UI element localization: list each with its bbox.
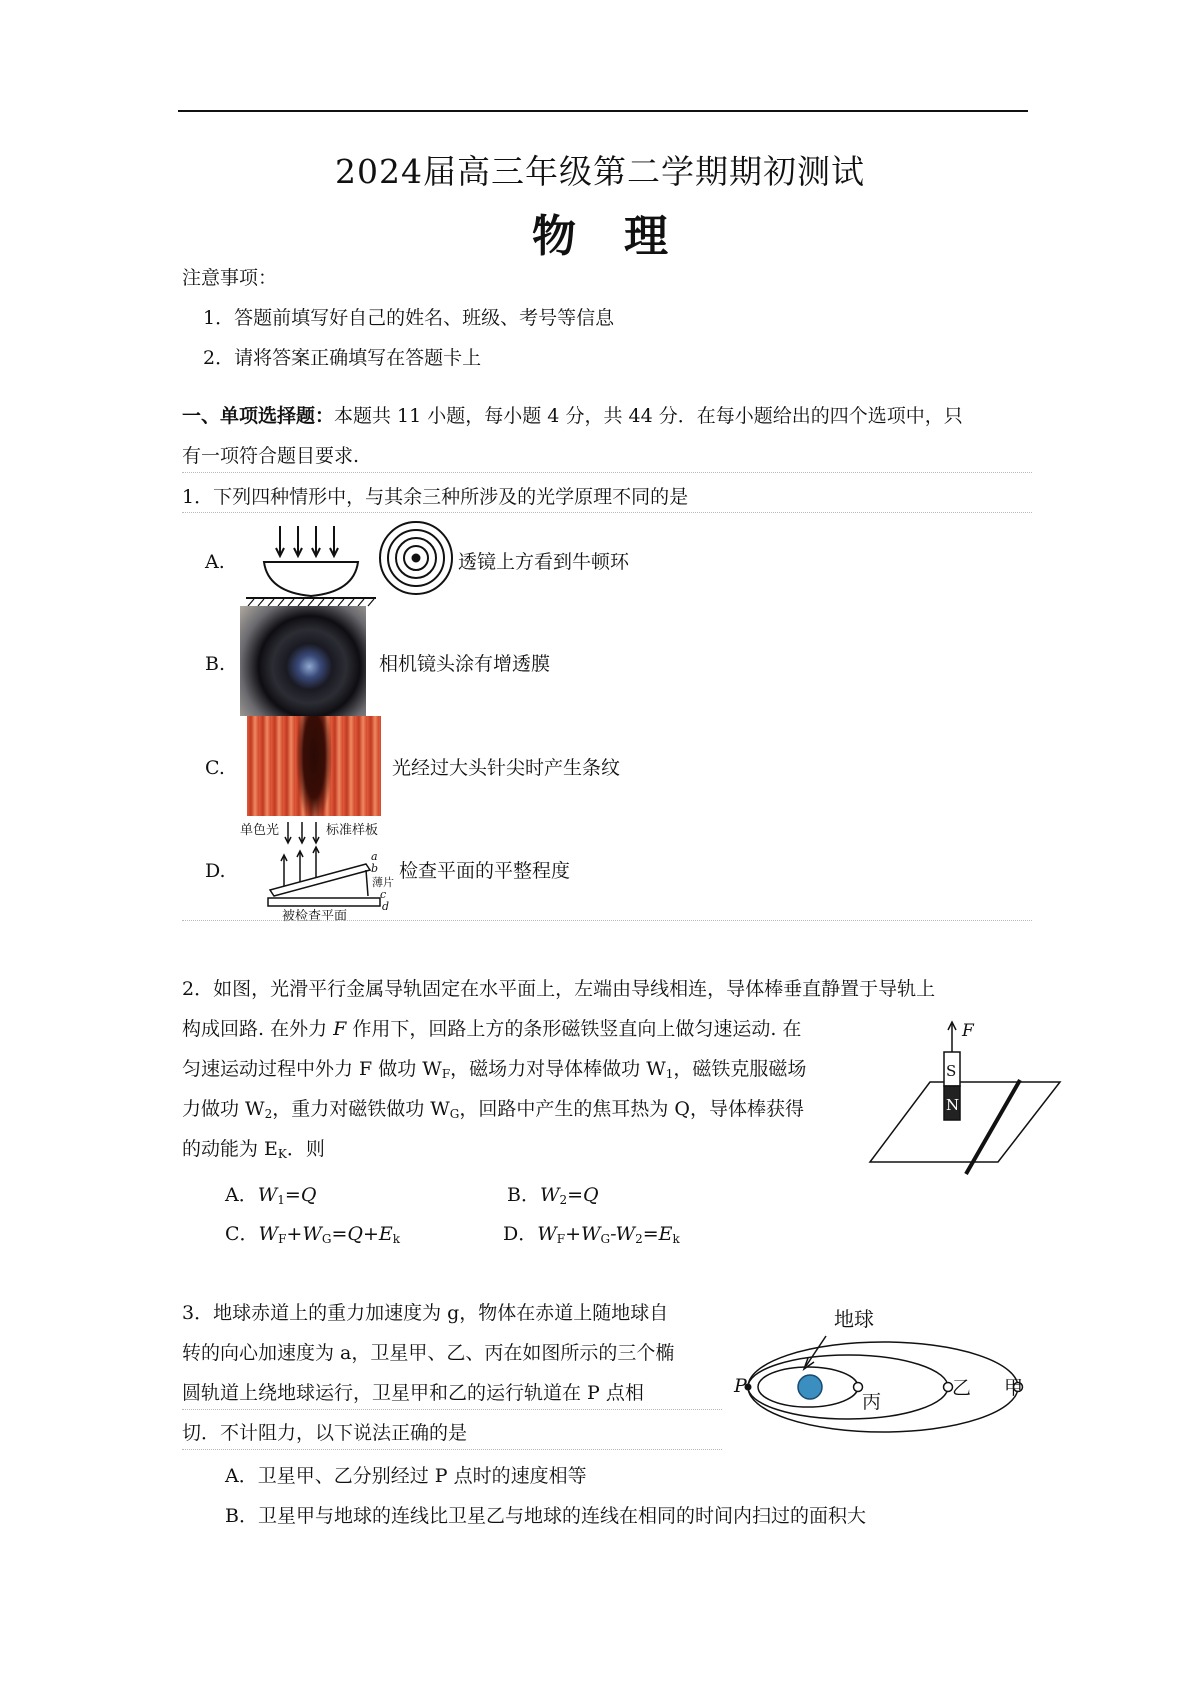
q2-line5-sub-k: K xyxy=(277,1147,287,1161)
q1-option-b-text: 相机镜头涂有增透膜 xyxy=(379,653,551,675)
magnet-rail-figure xyxy=(870,1010,1070,1170)
q2-line3-c: ，磁铁克服磁场 xyxy=(673,1058,807,1080)
label-b: b xyxy=(371,862,379,875)
earth-label: 地球 xyxy=(834,1307,874,1331)
q2-line3-sub-f: F xyxy=(441,1067,451,1081)
q2-option-c-letter: C． xyxy=(225,1223,259,1245)
newton-ring-figure xyxy=(242,522,464,608)
q2-option-b-rest: =Q xyxy=(567,1184,599,1206)
q2-line-2 xyxy=(182,1009,801,1049)
mono-light-label: 单色光 xyxy=(240,823,280,838)
q2-option-d-p2: +W xyxy=(565,1223,601,1245)
label-a: a xyxy=(371,850,378,863)
conductor-rod xyxy=(966,1080,1020,1174)
orbit-yi xyxy=(748,1355,948,1419)
label-c: c xyxy=(380,888,387,901)
q2-option-d-s4: k xyxy=(672,1232,680,1246)
orbit-jia xyxy=(748,1342,1018,1432)
q2-option-c-p2: +W xyxy=(286,1223,322,1245)
q2-line3-a: 匀速运动过程中外力 F 做功 W xyxy=(182,1058,442,1080)
q3-line-3: 圆轨道上绕地球运行，卫星甲和乙的运行轨道在 P 点相 xyxy=(182,1382,644,1404)
q2-line5-b: ．则 xyxy=(286,1138,325,1160)
section-1-desc-line2: 有一项符合题目要求. xyxy=(182,445,360,467)
divider xyxy=(182,472,1032,473)
tested-plane-label: 被检查平面 xyxy=(282,909,348,924)
n-pole-label: N xyxy=(946,1096,960,1114)
q1-option-c-letter: C. xyxy=(205,757,225,779)
q1-stem: 1．下列四种情形中，与其余三种所涉及的光学原理不同的是 xyxy=(182,486,689,508)
q2-option-c-s2: G xyxy=(321,1232,332,1246)
divider xyxy=(182,512,1032,513)
q2-line4-a: 力做功 W xyxy=(182,1098,265,1120)
q2-option-c xyxy=(225,1214,400,1259)
q3-option-b: B．卫星甲与地球的连线比卫星乙与地球的连线在相同的时间内扫过的面积大 xyxy=(225,1505,866,1527)
bing-label: 丙 xyxy=(862,1391,882,1413)
s-pole-label: S xyxy=(946,1062,957,1080)
q2-line4-c: ，回路中产生的焦耳热为 Q，导体棒获得 xyxy=(459,1098,805,1120)
orbit-figure xyxy=(734,1300,1028,1430)
q2-option-a-sub: 1 xyxy=(277,1193,285,1207)
q2-option-a-rest: =Q xyxy=(284,1184,317,1206)
q1-option-a-text: 透镜上方看到牛顿环 xyxy=(458,551,630,573)
notice-heading: 注意事项： xyxy=(182,267,278,289)
q2-line3-sub-1: 1 xyxy=(665,1067,674,1081)
force-label: F xyxy=(962,1021,974,1041)
jia-label: 甲 xyxy=(1004,1377,1024,1399)
q1-option-c-text: 光经过大头针尖时产生条纹 xyxy=(392,757,621,779)
label-d: d xyxy=(382,900,390,913)
q2-line-1: 2．如图，光滑平行金属导轨固定在水平面上，左端由导线相连，导体棒垂直静置于导轨上 xyxy=(182,978,936,1000)
q1-option-d-text: 检查平面的平整程度 xyxy=(399,860,571,882)
q2-line2-c: 作用下，回路上方的条形磁铁竖直向上做匀速运动. 在 xyxy=(346,1018,802,1040)
q2-option-c-p3: =Q+E xyxy=(331,1223,393,1245)
q1-option-b-letter: B. xyxy=(205,653,226,675)
notice-item-2: 2．请将答案正确填写在答题卡上 xyxy=(203,347,482,369)
yi-label: 乙 xyxy=(952,1377,972,1399)
q2-option-a-w: W xyxy=(257,1184,278,1206)
q3-line-1: 3．地球赤道上的重力加速度为 g，物体在赤道上随地球自 xyxy=(182,1302,669,1324)
q2-line4-sub-g: G xyxy=(449,1107,460,1121)
pin-diffraction-photo xyxy=(247,716,381,816)
q2-option-d-letter: D． xyxy=(503,1223,538,1245)
q2-option-d xyxy=(503,1214,680,1259)
section-1-heading: 一、单项选择题： xyxy=(182,405,335,427)
q2-option-d-p1: W xyxy=(537,1223,557,1245)
q1-option-d-letter: D. xyxy=(205,860,226,882)
q1-option-a-letter: A. xyxy=(205,551,225,573)
q2-option-b-w: W xyxy=(539,1184,560,1206)
section-1-desc-line1 xyxy=(182,396,963,436)
q3-option-a: A．卫星甲、乙分别经过 P 点时的速度相等 xyxy=(225,1465,587,1487)
q2-option-d-p3: -W xyxy=(610,1223,636,1245)
q2-line3-b: ，磁场力对导体棒做功 W xyxy=(450,1058,666,1080)
q2-option-d-s2: G xyxy=(600,1232,611,1246)
q2-option-c-s1: F xyxy=(278,1232,287,1246)
q2-line-3 xyxy=(182,1049,806,1094)
divider xyxy=(182,920,1032,921)
q2-option-d-s3: 2 xyxy=(635,1232,643,1246)
divider xyxy=(182,1449,722,1450)
q2-line4-sub-2: 2 xyxy=(264,1107,273,1121)
q2-line5-a: 的动能为 E xyxy=(182,1138,278,1160)
q2-option-b-sub: 2 xyxy=(559,1193,568,1207)
q2-option-b-letter: B． xyxy=(507,1184,540,1206)
q3-line-2: 转的向心加速度为 a，卫星甲、乙、丙在如图所示的三个椭 xyxy=(182,1342,675,1364)
q2-option-d-p4: =E xyxy=(642,1223,673,1245)
q2-line2-f: F xyxy=(333,1018,347,1040)
camera-lens-photo xyxy=(240,606,366,716)
flatness-check-figure xyxy=(240,818,400,922)
section-1-desc-text: 本题共 11 小题，每小题 4 分，共 44 分．在每小题给出的四个选项中，只 xyxy=(334,405,963,427)
q2-line-5 xyxy=(182,1129,325,1174)
p-label: P xyxy=(734,1375,747,1397)
standard-plate-label: 标准样板 xyxy=(326,823,379,838)
q2-option-c-p1: W xyxy=(258,1223,279,1245)
top-rule xyxy=(178,110,1028,112)
divider xyxy=(182,1409,722,1410)
q2-option-d-s1: F xyxy=(556,1232,566,1246)
earth-icon xyxy=(798,1375,822,1399)
q2-line2-a: 构成回路. 在外力 xyxy=(182,1018,334,1040)
thin-sheet-label: 薄片 xyxy=(372,876,394,889)
q2-line-4 xyxy=(182,1089,804,1134)
subject-title: 物理 xyxy=(532,211,716,262)
q2-line4-b: ，重力对磁铁做功 W xyxy=(272,1098,450,1120)
exam-title: 2024届高三年级第二学期期初测试 xyxy=(335,152,865,191)
q2-option-a-letter: A． xyxy=(225,1184,258,1206)
q3-line-4: 切．不计阻力，以下说法正确的是 xyxy=(182,1422,468,1444)
q2-option-c-s3: k xyxy=(392,1232,401,1246)
notice-item-1: 1．答题前填写好自己的姓名、班级、考号等信息 xyxy=(203,307,615,329)
